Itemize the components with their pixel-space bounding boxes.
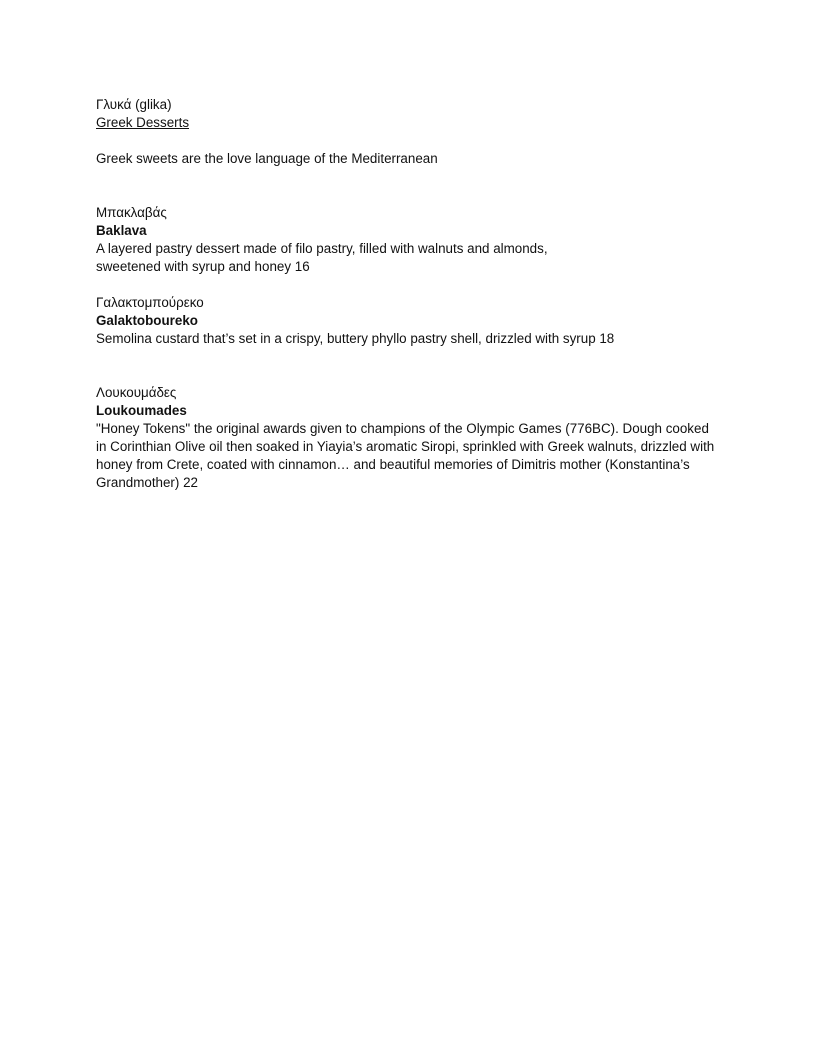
english-title: Greek Desserts bbox=[96, 115, 190, 130]
document-page bbox=[96, 96, 728, 492]
greek-title: Γλυκά (glika) bbox=[96, 97, 172, 112]
spacer bbox=[96, 276, 728, 294]
item-name: Loukoumades bbox=[96, 403, 187, 418]
item-description-line: Grandmother) 22 bbox=[96, 475, 198, 490]
tagline: Greek sweets are the love language of the Mediterranean bbox=[96, 151, 438, 166]
item-greek-name: Γαλακτομπούρεκο bbox=[96, 295, 204, 310]
item-description-line: sweetened with syrup and honey 16 bbox=[96, 259, 310, 274]
item-description-line: Semolina custard that’s set in a crispy, buttery phyllo pastry shell, drizzled with syrup 18 bbox=[96, 331, 615, 346]
menu-item-galaktoboureko bbox=[96, 294, 728, 348]
spacer bbox=[96, 348, 728, 384]
item-description-line: in Corinthian Olive oil then soaked in Yiayia’s aromatic Siropi, sprinkled with Greek walnuts, drizzled with bbox=[96, 439, 715, 454]
item-greek-name: Λουκουμάδες bbox=[96, 385, 177, 400]
item-greek-name: Μπακλαβάς bbox=[96, 205, 167, 220]
item-description-line: "Honey Tokens" the original awards given to champions of the Olympic Games (776BC). Dough cooked bbox=[96, 421, 709, 436]
item-name: Galaktoboureko bbox=[96, 313, 198, 328]
item-description-line: honey from Crete, coated with cinnamon… and beautiful memories of Dimitris mother (Konstantina’s bbox=[96, 457, 690, 472]
item-name: Baklava bbox=[96, 223, 147, 238]
spacer bbox=[96, 132, 728, 150]
menu-item-loukoumades bbox=[96, 384, 728, 492]
item-description-line: A layered pastry dessert made of filo pastry, filled with walnuts and almonds, bbox=[96, 241, 548, 256]
spacer bbox=[96, 168, 728, 204]
menu-item-baklava bbox=[96, 204, 728, 276]
